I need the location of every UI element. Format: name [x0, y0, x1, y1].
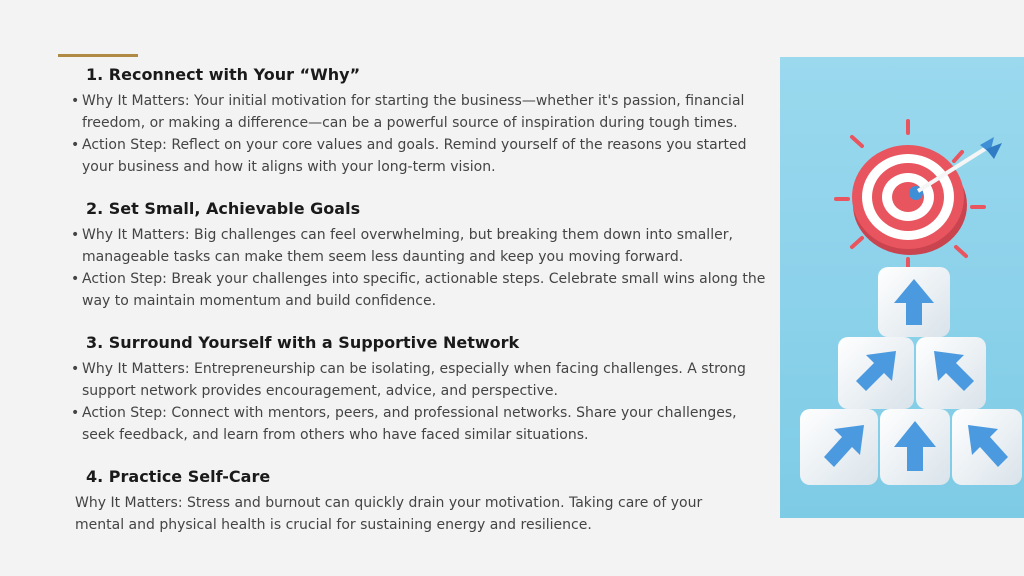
section-title: 1. Reconnect with Your “Why”	[86, 65, 361, 84]
paragraph: Why It Matters: Stress and burnout can quickly drain your motivation. Taking care of your mental and physical health is crucial for sustaining energy and resilience.	[75, 495, 703, 533]
section-small-goals	[66, 194, 766, 312]
accent-line	[58, 54, 138, 57]
bullet-item: • Why It Matters: Your initial motivation for starting the business—whether it's passion, financial freedom, or making a difference—can be a powerful source of inspiration during tough times.	[82, 90, 766, 134]
content-area	[66, 60, 766, 552]
section-self-care	[66, 462, 766, 536]
bullet-list	[66, 90, 766, 178]
block-middle-left	[838, 337, 914, 409]
block-middle-right	[916, 337, 986, 409]
section-title: 3. Surround Yourself with a Supportive Network	[86, 333, 520, 352]
target-and-arrow-blocks-illustration	[780, 57, 1024, 518]
target-blocks-image	[780, 57, 1024, 518]
block-bottom-right	[952, 409, 1022, 485]
bullet-item: • Why It Matters: Big challenges can feel overwhelming, but breaking them down into smaller, manageable tasks can make them seem less daunting and keep you moving forward.	[82, 224, 766, 268]
bullet-item: • Action Step: Connect with mentors, peers, and professional networks. Share your challenges, seek feedback, and learn from others who have faced similar situations.	[82, 402, 766, 446]
section-reconnect	[66, 60, 766, 178]
bullet-list	[66, 224, 766, 312]
section-support-network	[66, 328, 766, 446]
block-top	[878, 267, 950, 337]
section-title: 4. Practice Self-Care	[86, 467, 271, 486]
bullet-item: • Action Step: Break your challenges into specific, actionable steps. Celebrate small wins along the way to maintain momentum and build confidence.	[82, 268, 766, 312]
bullet-list	[66, 358, 766, 446]
section-title: 2. Set Small, Achievable Goals	[86, 199, 361, 218]
block-bottom-center	[880, 409, 950, 485]
bullet-item: • Action Step: Reflect on your core values and goals. Remind yourself of the reasons you started your business and how it aligns with your long-term vision.	[82, 134, 766, 178]
block-bottom-left	[800, 409, 878, 485]
bullet-item: • Why It Matters: Entrepreneurship can be isolating, especially when facing challenges. A strong support network provides encouragement, advice, and perspective.	[82, 358, 766, 402]
